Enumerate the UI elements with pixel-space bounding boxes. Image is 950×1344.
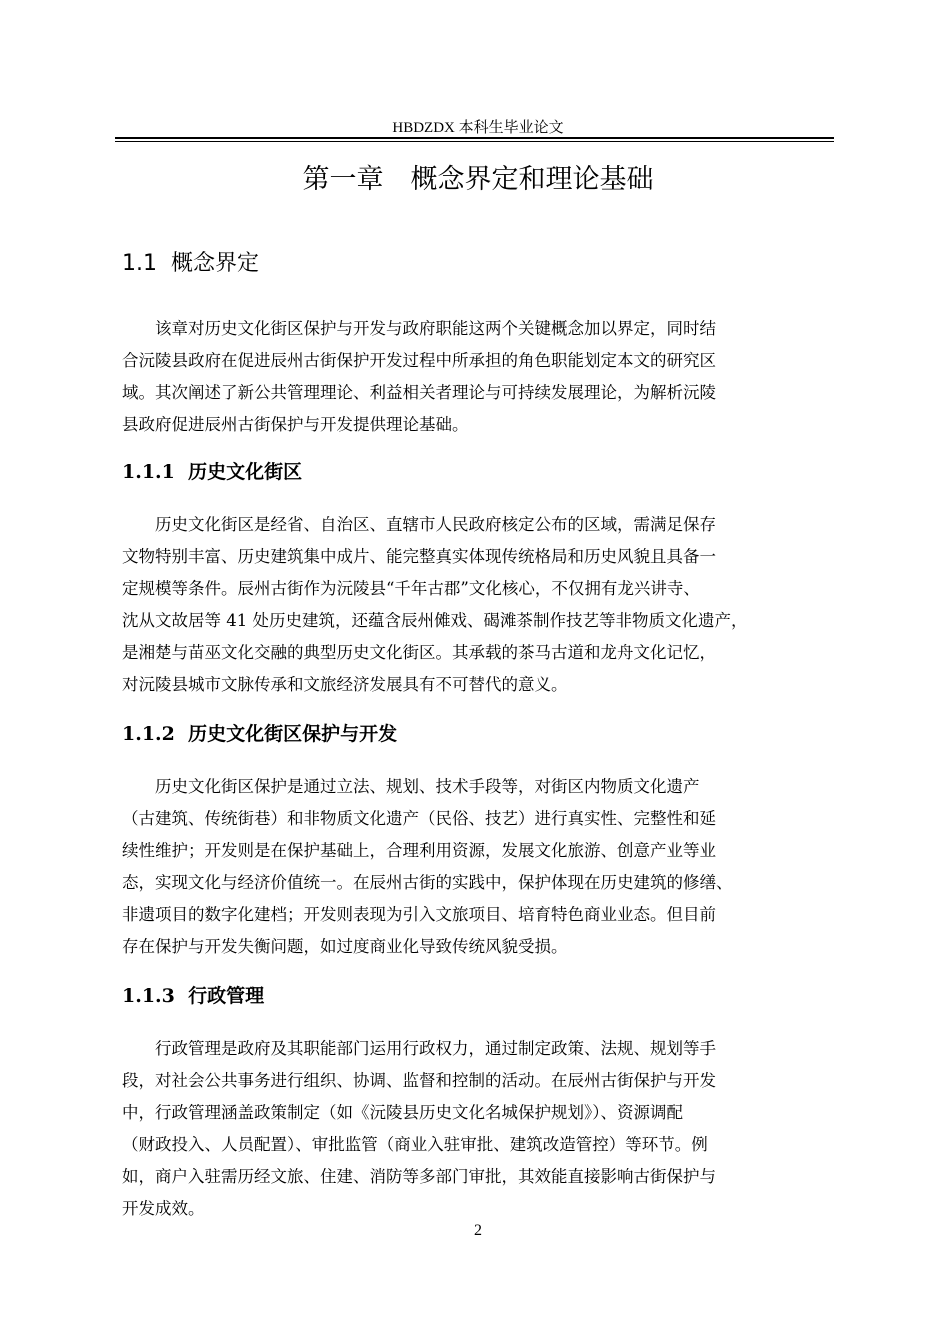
paragraph-line: 历史文化街区保护是通过立法、规划、技术手段等，对街区内物质文化遗产	[122, 777, 700, 796]
paragraph-line: 是湘楚与苗巫文化交融的典型历史文化街区。其承载的茶马古道和龙舟文化记忆，	[122, 643, 716, 662]
paragraph-line: 合沅陵县政府在促进辰州古街保护开发过程中所承担的角色职能划定本文的研究区	[122, 351, 716, 370]
subsection-1-1-3-paragraph	[122, 1033, 834, 1225]
subsection-1-1-1-paragraph	[122, 509, 834, 701]
section-title-1-1: 1.1 概念界定	[122, 251, 259, 276]
paragraph-line: 开发成效。	[122, 1199, 205, 1218]
paragraph-line: 对沅陵县城市文脉传承和文旅经济发展具有不可替代的意义。	[122, 675, 568, 694]
section-1-1-intro-paragraph	[122, 313, 834, 441]
paragraph-line: 中，行政管理涵盖政策制定（如《沅陵县历史文化名城保护规划》）、资源调配	[122, 1103, 683, 1122]
subsection-title-1-1-3: 1.1.3 行政管理	[122, 985, 265, 1007]
header-rule-thin	[115, 141, 834, 142]
paragraph-line: （财政投入、人员配置）、审批监管（商业入驻审批、建筑改造管控）等环节。例	[122, 1135, 708, 1154]
paragraph-line: 段，对社会公共事务进行组织、协调、监督和控制的活动。在辰州古街保护与开发	[122, 1071, 716, 1090]
paragraph-line: 态，实现文化与经济价值统一。在辰州古街的实践中，保护体现在历史建筑的修缮、	[122, 873, 733, 892]
running-header: HBDZDX 本科生毕业论文	[392, 120, 564, 136]
header-rule-thick	[115, 137, 834, 139]
paragraph-line: 历史文化街区是经省、自治区、直辖市人民政府核定公布的区域，需满足保存	[122, 515, 716, 534]
chapter-title: 第一章 概念界定和理论基础	[302, 164, 654, 195]
paragraph-line: 行政管理是政府及其职能部门运用行政权力，通过制定政策、法规、规划等手	[122, 1039, 716, 1058]
paragraph-line: （古建筑、传统街巷）和非物质文化遗产（民俗、技艺）进行真实性、完整性和延	[122, 809, 716, 828]
page-number: 2	[474, 1222, 482, 1239]
paragraph-line: 非遗项目的数字化建档；开发则表现为引入文旅项目、培育特色商业业态。但目前	[122, 905, 716, 924]
paragraph-line: 续性维护；开发则是在保护基础上，合理利用资源，发展文化旅游、创意产业等业	[122, 841, 716, 860]
subsection-1-1-2-paragraph	[122, 771, 834, 963]
paragraph-line: 该章对历史文化街区保护与开发与政府职能这两个关键概念加以界定，同时结	[122, 319, 716, 338]
paragraph-line: 存在保护与开发失衡问题，如过度商业化导致传统风貌受损。	[122, 937, 568, 956]
paragraph-line: 如，商户入驻需历经文旅、住建、消防等多部门审批，其效能直接影响古街保护与	[122, 1167, 716, 1186]
paragraph-line: 定规模等条件。辰州古街作为沅陵县“千年古郡”文化核心，不仅拥有龙兴讲寺、	[122, 579, 700, 598]
paragraph-line: 文物特别丰富、历史建筑集中成片、能完整真实体现传统格局和历史风貌且具备一	[122, 547, 716, 566]
paragraph-line: 沈从文故居等 41 处历史建筑，还蕴含辰州傩戏、碣滩茶制作技艺等非物质文化遗产，	[122, 611, 748, 630]
subsection-title-1-1-1: 1.1.1 历史文化街区	[122, 461, 303, 483]
paragraph-line: 域。其次阐述了新公共管理理论、利益相关者理论与可持续发展理论，为解析沅陵	[122, 383, 716, 402]
paragraph-line: 县政府促进辰州古街保护与开发提供理论基础。	[122, 415, 469, 434]
subsection-title-1-1-2: 1.1.2 历史文化街区保护与开发	[122, 723, 398, 745]
